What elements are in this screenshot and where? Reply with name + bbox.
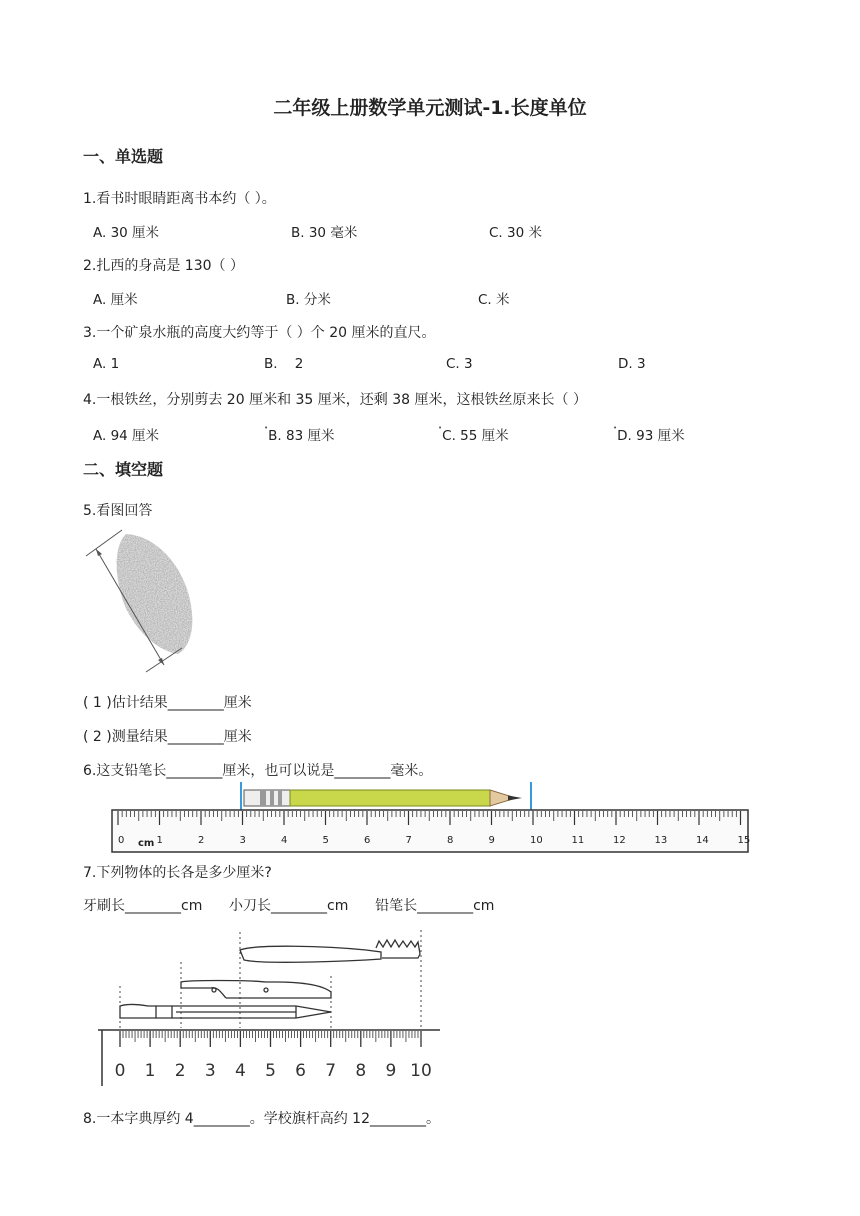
q3-option-c[interactable]: C. 3: [446, 356, 473, 372]
ruler-label: 4: [281, 835, 288, 846]
q5-sub-2: ( 2 )测量结果________厘米: [83, 729, 252, 745]
question-5: 5.看图回答: [83, 503, 153, 519]
q1-option-b[interactable]: B. 30 毫米: [291, 225, 358, 241]
bullet-dot-icon: •: [438, 424, 443, 432]
ruler-label: 2: [198, 835, 205, 846]
ruler-label: 13: [654, 835, 668, 846]
q3-option-d[interactable]: D. 3: [618, 356, 646, 372]
q1-option-a[interactable]: A. 30 厘米: [93, 225, 160, 241]
ruler-label: 2: [174, 1061, 186, 1081]
ruler-label: 3: [204, 1061, 216, 1081]
ruler-labels: [115, 1061, 432, 1081]
ruler-label: 11: [571, 835, 585, 846]
ruler-label: 1: [144, 1061, 156, 1081]
toothbrush-icon: [240, 940, 420, 962]
q4-option-a[interactable]: A. 94 厘米: [93, 428, 160, 444]
ruler-label: 12: [613, 835, 626, 846]
question-3: 3.一个矿泉水瓶的高度大约等于（ ）个 20 厘米的直尺。: [83, 325, 436, 341]
q1-option-c[interactable]: C. 30 米: [489, 225, 542, 241]
ruler-label: 3: [239, 835, 246, 846]
question-6: 6.这支铅笔长________厘米，也可以说是________毫米。: [83, 763, 433, 779]
q5-sub-1: ( 1 )估计结果________厘米: [83, 695, 252, 711]
bullet-dot-icon: •: [613, 424, 618, 432]
ruler-label: 5: [322, 835, 329, 846]
ruler-label: 14: [696, 835, 709, 846]
ruler-label: 5: [265, 1061, 276, 1081]
q4-option-b[interactable]: [264, 424, 334, 444]
question-8: 8.一本字典厚约 4________。学校旗杆高约 12________。: [83, 1111, 440, 1127]
ruler-label: 7: [405, 835, 412, 846]
bullet-dot-icon: •: [264, 424, 269, 432]
pencil-ruler-figure: [110, 782, 750, 854]
q2-option-c[interactable]: C. 米: [478, 292, 510, 308]
q4-option-c-label: C. 55 厘米: [442, 428, 509, 444]
question-7: 7.下列物体的长各是多少厘米?: [83, 865, 272, 881]
ruler-unit-label: cm: [138, 838, 155, 849]
ruler-label: 6: [295, 1061, 307, 1081]
q4-option-d-label: D. 93 厘米: [617, 428, 685, 444]
knife-icon: [181, 981, 331, 999]
question-1: 1.看书时眼睛距离书本约（ ）。: [83, 191, 276, 207]
q4-option-d[interactable]: [613, 424, 685, 444]
q4-option-b-label: B. 83 厘米: [268, 428, 335, 444]
q7-answer-line: 牙刷长________cm 小刀长________cm 铅笔长________cm: [83, 898, 495, 914]
ruler-label: 7: [325, 1061, 337, 1081]
pencil-icon: [120, 1005, 331, 1019]
objects-ruler-figure: [96, 924, 446, 1094]
ruler-label: 1: [156, 835, 163, 846]
q3-option-a[interactable]: A. 1: [93, 356, 120, 372]
q2-option-a[interactable]: A. 厘米: [93, 292, 138, 308]
ruler-label: 8: [447, 835, 454, 846]
q4-option-c[interactable]: [438, 424, 509, 444]
section-heading-fill-blank: 二、填空题: [83, 460, 164, 479]
ruler-label: 9: [385, 1061, 397, 1081]
ruler-label: 9: [488, 835, 495, 846]
ruler-label: 8: [355, 1061, 367, 1081]
ruler-label: 0: [114, 1061, 126, 1081]
question-2: 2.扎西的身高是 130（ ）: [83, 258, 244, 274]
q2-option-b[interactable]: B. 分米: [286, 292, 331, 308]
ruler-label: 4: [234, 1061, 246, 1081]
pencil-icon: [244, 790, 522, 806]
page-title: 二年级上册数学单元测试-1.长度单位: [273, 97, 587, 119]
ruler-label: 10: [410, 1061, 432, 1081]
section-heading-single-choice: 一、单选题: [83, 147, 164, 166]
ruler-label: 0: [118, 835, 125, 846]
ruler-label: 15: [737, 835, 750, 846]
question-4: 4.一根铁丝，分别剪去 20 厘米和 35 厘米，还剩 38 厘米，这根铁丝原来长（ ）: [83, 392, 587, 408]
leaf-figure: [82, 526, 212, 682]
ruler-ticks: [120, 1031, 421, 1047]
ruler-label: 6: [364, 835, 371, 846]
q3-option-b[interactable]: B. 2: [264, 356, 304, 372]
ruler-label: 10: [530, 835, 543, 846]
